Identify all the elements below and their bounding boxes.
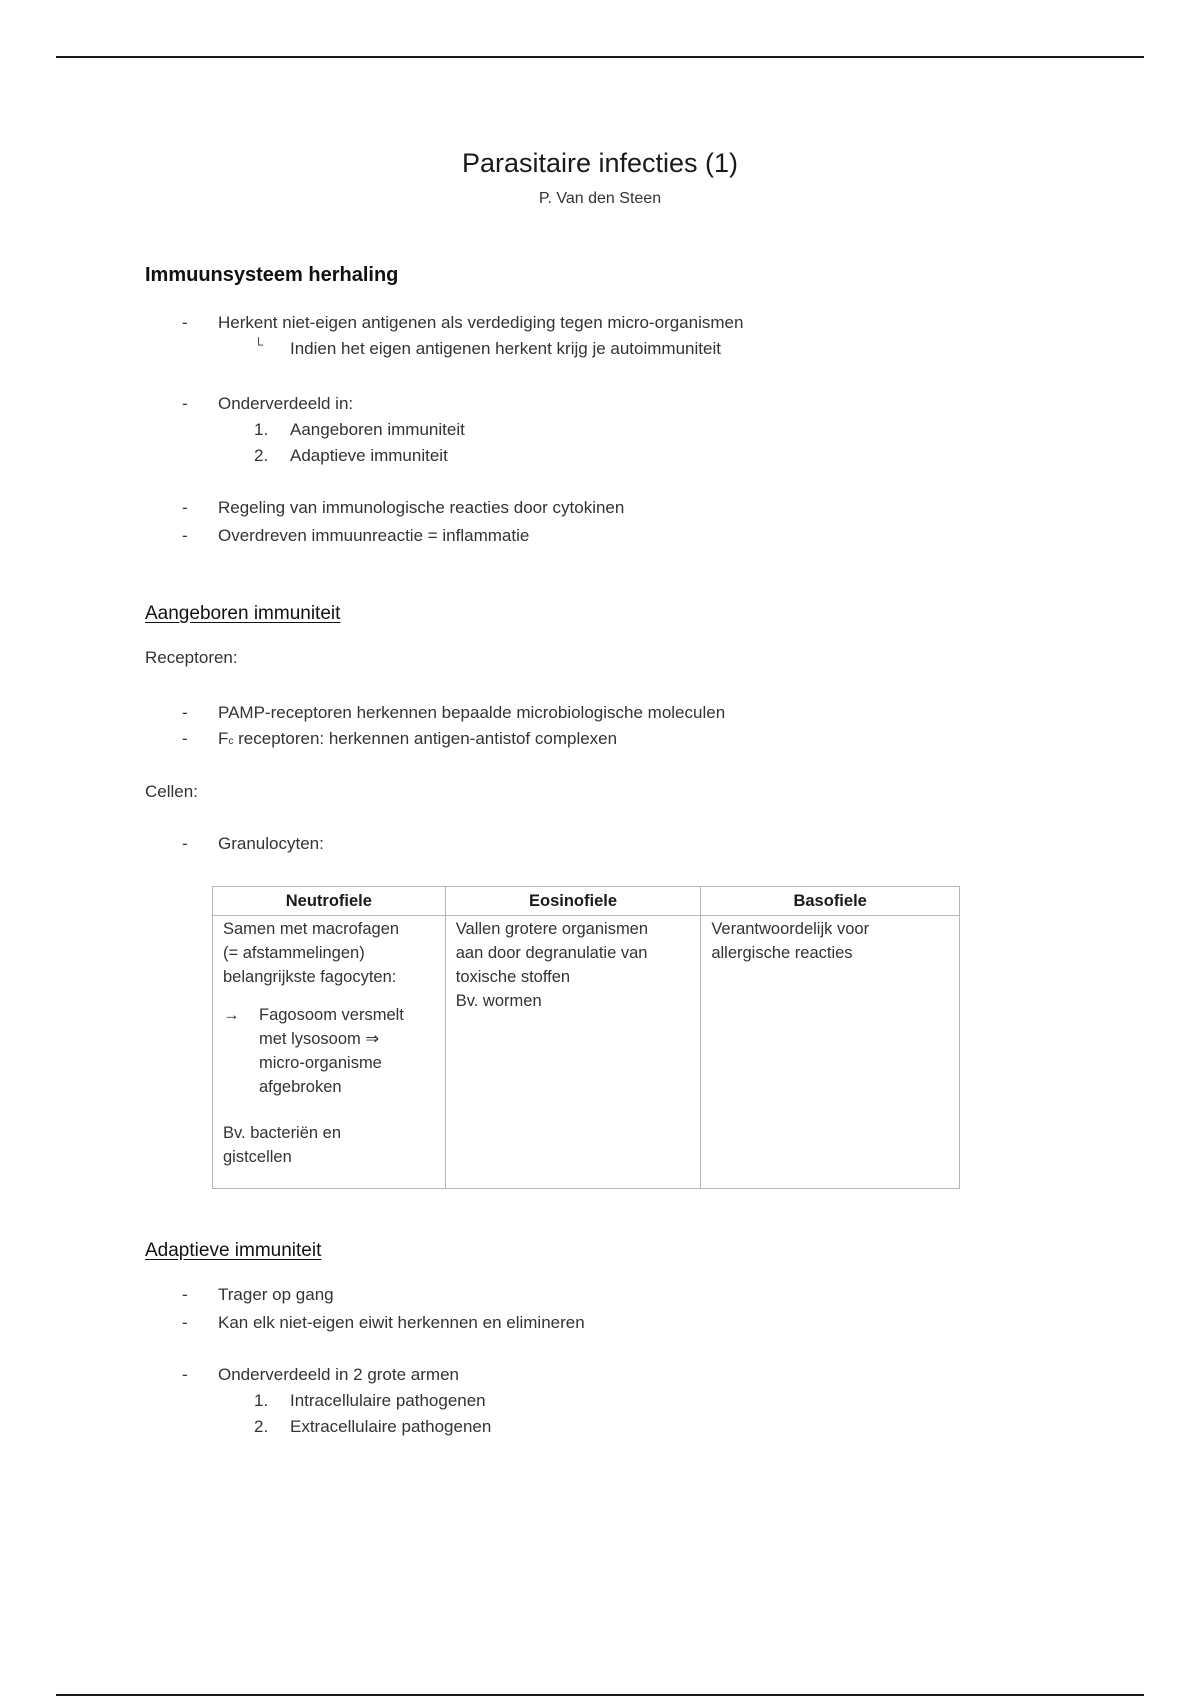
bullet-text: Trager op gang [218, 1285, 334, 1304]
bullet-text [218, 729, 617, 749]
document-author: P. Van den Steen [538, 190, 662, 207]
bullet-text: Overdreven immuunreactie = inflammatie [218, 526, 530, 545]
bullet-text: Onderverdeeld in 2 grote armen [218, 1365, 459, 1384]
table-header-neutrofiele: Neutrofiele [213, 887, 446, 916]
bullet-dash: - [182, 703, 188, 722]
cell-line: Bv. bacteriën en [223, 1124, 342, 1142]
bullet-dash: - [182, 526, 188, 545]
table-cell-basofiele [701, 916, 960, 1189]
cell-line: Vallen grotere organismen [455, 920, 649, 938]
item-number: 2. [254, 446, 269, 465]
bullet-text: PAMP-receptoren herkennen bepaalde microbiologische moleculen [218, 703, 726, 722]
cell-line: Samen met macrofagen [223, 920, 400, 938]
table-cell-neutrofiele [213, 916, 446, 1189]
fc-subscript: c [228, 736, 234, 747]
cell-line: Fagosoom versmelt [259, 1006, 404, 1024]
bullet-text: Onderverdeeld in: [218, 394, 354, 413]
item-text: Aangeboren immuniteit [290, 420, 465, 439]
bullet-dash: - [182, 1285, 188, 1304]
item-number: 1. [254, 1391, 269, 1410]
cell-line: belangrijkste fagocyten: [223, 968, 397, 986]
cells-label: Cellen: [145, 782, 198, 801]
item-text: Adaptieve immuniteit [290, 446, 448, 465]
cell-line: Verantwoordelijk voor [711, 920, 870, 938]
item-number: 2. [254, 1417, 269, 1436]
item-number: 1. [254, 420, 269, 439]
cell-line: toxische stoffen [455, 968, 571, 986]
right-arrow-icon: → [223, 1006, 240, 1024]
section-heading-adaptieve: Adaptieve immuniteit [145, 1240, 322, 1261]
table-row [213, 916, 960, 1189]
sub-marker: └ [254, 337, 264, 352]
cell-line: micro-organisme [259, 1054, 382, 1072]
cell-line: afgebroken [259, 1078, 342, 1096]
cell-line: met lysosoom ⇒ [259, 1030, 380, 1048]
cell-line: aan door degranulatie van [455, 944, 648, 962]
sub-text: Indien het eigen antigenen herkent krijg je autoimmuniteit [290, 339, 721, 358]
cell-line: Bv. wormen [455, 992, 542, 1010]
receptors-label: Receptoren: [145, 648, 238, 667]
table-header-basofiele: Basofiele [701, 887, 960, 916]
cell-line: (= afstammelingen) [223, 944, 365, 962]
table-header-row [213, 887, 960, 916]
bullet-dash: - [182, 313, 188, 332]
bullet-text: Granulocyten: [218, 834, 324, 853]
table-cell-eosinofiele [445, 916, 701, 1189]
fc-prefix: F [218, 729, 229, 748]
arrow-text [259, 1003, 404, 1099]
bullet-dash: - [182, 834, 188, 853]
document-title: Parasitaire infecties (1) [461, 148, 739, 178]
item-text: Extracellulaire pathogenen [290, 1417, 492, 1436]
header-rule [56, 56, 1144, 58]
bullet-dash: - [182, 1313, 188, 1332]
granulocyten-table [212, 886, 960, 1189]
bullet-dash: - [182, 729, 188, 748]
section-heading-aangeboren: Aangeboren immuniteit [145, 603, 341, 624]
bullet-dash: - [182, 498, 188, 517]
bullet-text: Regeling van immunologische reacties door cytokinen [218, 498, 625, 517]
footer-rule [56, 1694, 1144, 1696]
item-text: Intracellulaire pathogenen [290, 1391, 486, 1410]
bullet-text: Herkent niet-eigen antigenen als verdediging tegen micro-organismen [218, 313, 744, 332]
fc-text: receptoren: herkennen antigen-antistof complexen [238, 729, 618, 748]
table-header-eosinofiele: Eosinofiele [445, 887, 701, 916]
section-heading-immuunsysteem: Immuunsysteem herhaling [145, 264, 399, 286]
cell-line: allergische reacties [711, 944, 853, 962]
bullet-text: Kan elk niet-eigen eiwit herkennen en elimineren [218, 1313, 585, 1332]
bullet-dash: - [182, 1365, 188, 1384]
bullet-dash: - [182, 394, 188, 413]
arrow-block [223, 1003, 435, 1099]
cell-line: gistcellen [223, 1148, 292, 1166]
